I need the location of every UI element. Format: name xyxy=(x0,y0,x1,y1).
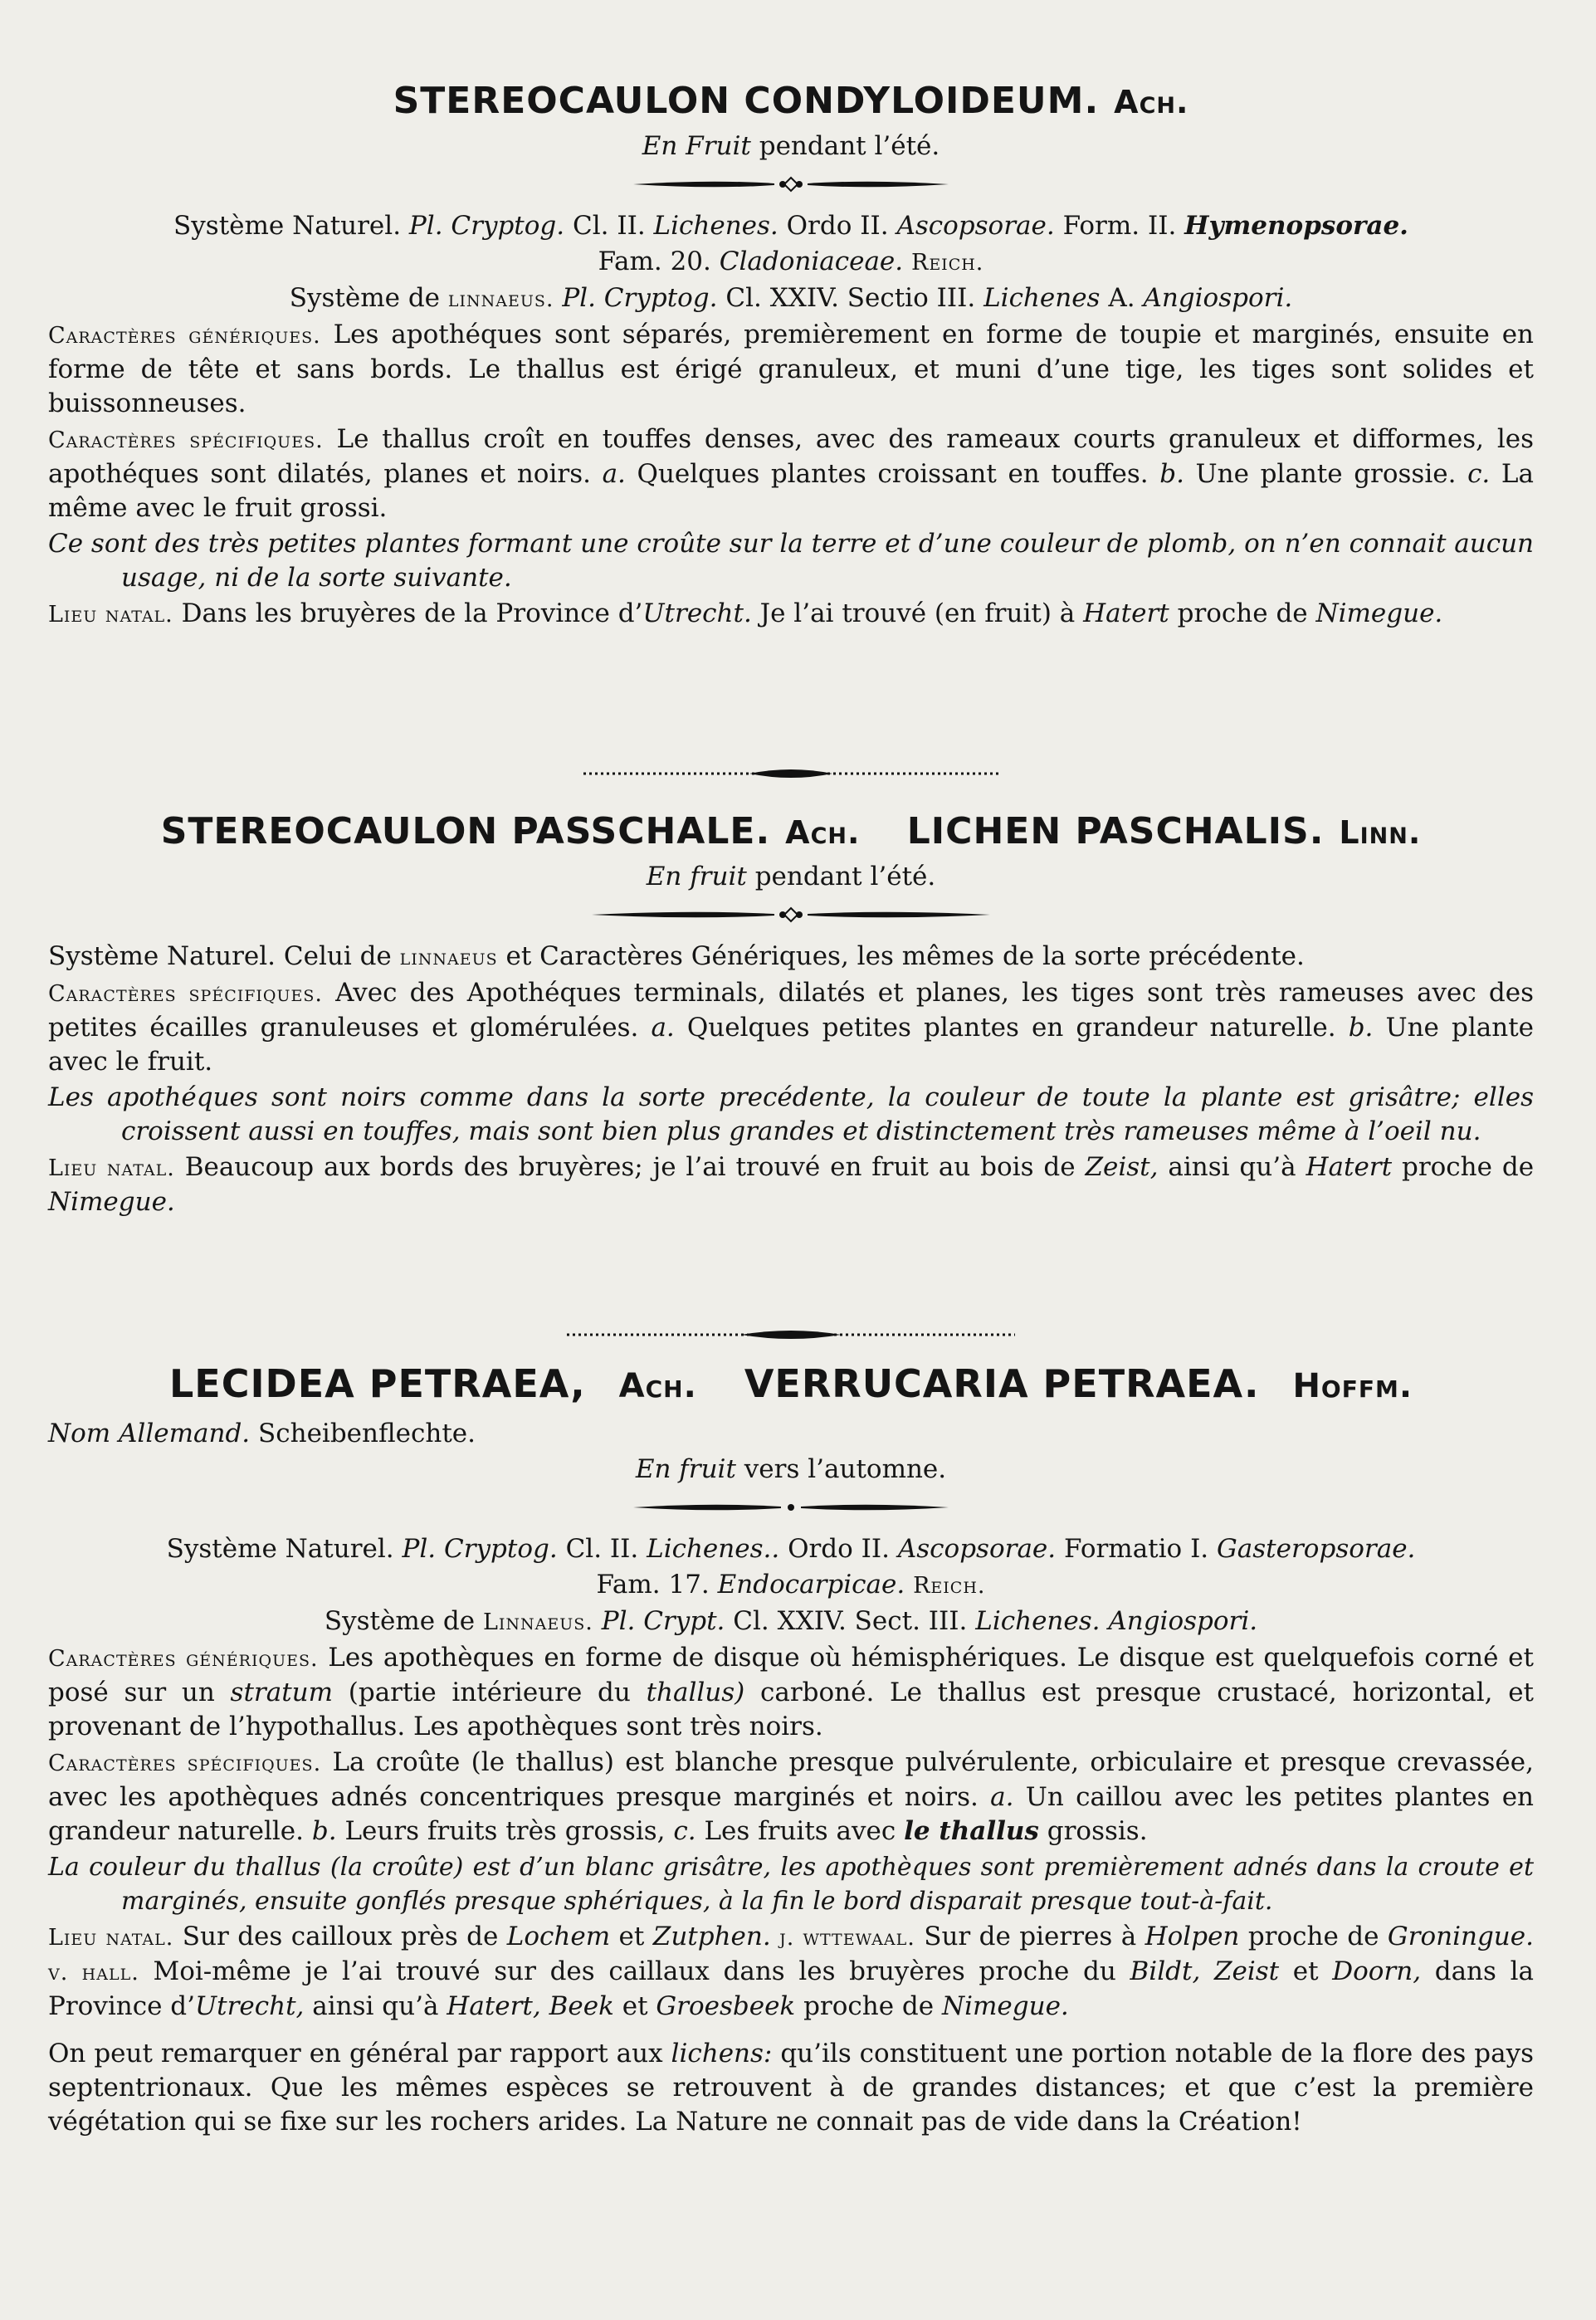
section-divider-2 xyxy=(48,1318,1534,1351)
generic-label: Caractères génériques. xyxy=(48,323,321,349)
description-note: Les apothéques sont noirs comme dans la sorte precédente, la couleur de toute la plante est grisâtre; elles croissent aussi en touffes, mais sont bien plus grandes et distinctement très rameuses même à l’oeil nu. xyxy=(48,1082,1534,1146)
section-title: STEREOCAULON PASSCHALE. Ach. LICHEN PASCHALIS. Linn. xyxy=(160,810,1422,852)
ornament-divider xyxy=(48,1497,1534,1517)
native-place: Lieu natal. Dans les bruyères de la Province d’Utrecht. Je l’ai trouvé (en fruit) à Hatert proche de Nimegue. xyxy=(48,598,1443,628)
dotted-ornament-icon xyxy=(583,765,998,782)
specific-characters: Caractères spécifiques. Le thallus croît en touffes denses, avec des rameaux courts granuleux et difformes, les apothéques sont dilatés, planes et noirs. a. Quelques plantes croissant en touffes. b. Une plante grossie. c. La même avec le fruit grossi. xyxy=(48,424,1534,523)
section-lecidea-petraea xyxy=(48,1361,1534,2139)
generic-characters xyxy=(48,318,1534,421)
species-name: STEREOCAULON CONDYLOIDEUM. xyxy=(393,80,1100,122)
ornament-divider xyxy=(48,905,1534,925)
dotted-ornament-icon xyxy=(567,1326,1015,1343)
system-linnaeus-line: Système de Linnaeus. Pl. Crypt. Cl. XXIV. Sect. III. Lichenes. Angiospori. xyxy=(324,1606,1258,1636)
fruit-season xyxy=(48,129,1534,163)
closing-remark: On peut remarquer en général par rapport aux lichens: qu’ils constituent une portion notable de la flore des pays septentrionaux. Que les mêmes espèces se retrouvent à de grandes distances; et que c’est la première végétation qui se fixe sur les rochers arides. La Nature ne connait pas de vide dans la Création! xyxy=(48,2039,1535,2137)
generic-characters: Caractères génériques. Les apothèques en forme de disque où hémisphériques. Le disque est quelquefois corné et posé sur un stratum (partie intérieure du thallus) carboné. Le thallus est presque crustacé, horizontal, et provenant de l’hypothallus. Les apothèques sont très noirs. xyxy=(48,1643,1535,1741)
native-place: Lieu natal. Beaucoup aux bords des bruyères; je l’ai trouvé en fruit au bois de Zeist, ainsi qu’à Hatert proche de Nimegue. xyxy=(48,1152,1535,1217)
species-name: STEREOCAULON PASSCHALE. xyxy=(160,810,771,852)
fruit-season: En fruit vers l’automne. xyxy=(635,1454,947,1484)
usage-note: Ce sont des très petites plantes formant une croûte sur la terre et d’une couleur de plomb, on n’en connait aucun usage, ni de la sorte suivante. xyxy=(48,529,1534,593)
section-title xyxy=(48,79,1534,125)
ornament-rule-icon xyxy=(592,905,990,925)
ornament-rule-icon xyxy=(633,1497,949,1517)
ornament-rule-icon xyxy=(633,174,949,194)
species-name: LECIDEA PETRAEA, xyxy=(168,1361,586,1406)
section-stereocaulon-passchale xyxy=(48,809,1534,1219)
section-divider-1 xyxy=(48,757,1534,790)
native-place: Lieu natal. Sur des cailloux près de Lochem et Zutphen. j. wttewaal. Sur de pierres à Holpen proche de Groningue. v. hall. Moi-même je l’ai trouvé sur des caillaux dans les bruyères proche du Bildt, Zeist et Doorn, dans la Province d’Utrecht, ainsi qu’à Hatert, Beek et Groesbeek proche de Nimegue. xyxy=(48,1922,1534,2021)
system-linnaeus-line: Système de linnaeus. Pl. Cryptog. Cl. XXIV. Sectio III. Lichenes A. Angiospori. xyxy=(289,283,1293,313)
system-natural-line: Système Naturel. Celui de linnaeus et Caractères Génériques, les mêmes de la sorte précédente. xyxy=(48,941,1305,971)
specific-characters: Caractères spécifiques. La croûte (le thallus) est blanche presque pulvérulente, orbiculaire et presque crevassée, avec les apothèques adnés concentriques presque marginés et noirs. a. Un caillou avec les petites plantes en grandeur naturelle. b. Leurs fruits très grossis, c. Les fruits avec le thallus grossis. xyxy=(48,1747,1535,1846)
section-stereocaulon-condyloideum xyxy=(48,79,1534,632)
fruit-season: En fruit pendant l’été. xyxy=(646,862,936,891)
german-name: Nom Allemand. Scheibenflechte. xyxy=(48,1419,476,1448)
fruit-label: En Fruit xyxy=(642,131,751,161)
family-line: Fam. 20. Cladoniaceae. Reich. xyxy=(598,247,984,276)
ornament-divider xyxy=(48,174,1534,194)
fruit-season-text: pendant l’été. xyxy=(759,131,940,161)
generic-text: Les apothéques sont séparés, premièrement en forme de toupie et marginés, ensuite en forme de tête et sans bords. Le thallus est érigé granuleux, et muni d’une tige, les tiges sont solides et buissonneuses. xyxy=(48,320,1535,418)
description-note: La couleur du thallus (la croûte) est d’un blanc grisâtre, les apothèques sont premièrement adnés dans la croute et marginés, ensuite gonflés presque sphériques, à la fin le bord disparait presque tout-à-fait. xyxy=(48,1853,1534,1916)
specific-characters: Caractères spécifiques. Avec des Apothéques terminals, dilatés et planes, les tiges sont très rameuses avec des petites écailles granuleuses et glomérulées. a. Quelques petites plantes en grandeur naturelle. b. Une plante avec le fruit. xyxy=(48,978,1534,1077)
species-author: Ach. xyxy=(1114,84,1189,120)
system-natural-line: Système Naturel. Pl. Cryptog. Cl. II. Lichenes.. Ordo II. Ascopsorae. Formatio I. Gasteropsorae. xyxy=(166,1534,1416,1564)
family-line: Fam. 17. Endocarpicae. Reich. xyxy=(596,1570,986,1600)
system-natural-line: Système Naturel. Pl. Cryptog. Cl. II. Lichenes. Ordo II. Ascopsorae. Form. II. Hymenopsorae. xyxy=(173,211,1408,241)
section-title: LECIDEA PETRAEA, Ach. VERRUCARIA PETRAEA. Hoffm. xyxy=(168,1361,1413,1406)
synonym-name: LICHEN PASCHALIS. xyxy=(906,810,1325,852)
synonym-name: VERRUCARIA PETRAEA. xyxy=(744,1361,1260,1406)
